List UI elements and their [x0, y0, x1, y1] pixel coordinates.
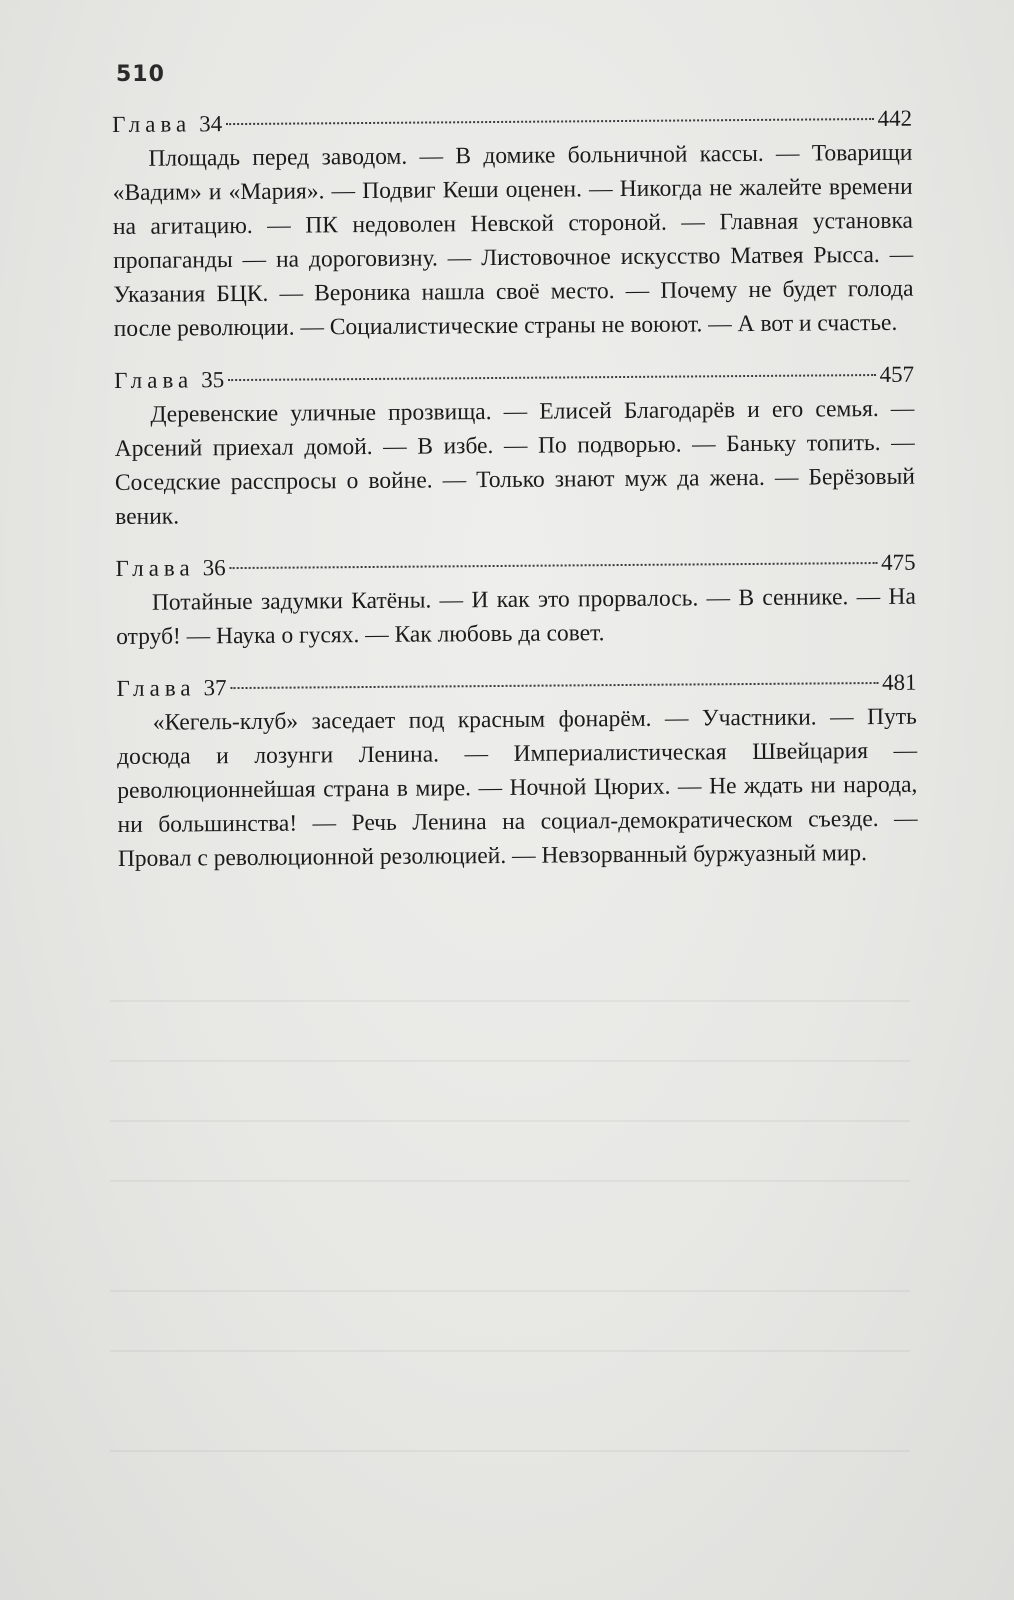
toc-entry-chapter-34	[112, 102, 914, 346]
toc-entry-chapter-36	[115, 546, 916, 654]
dot-leader	[231, 682, 878, 689]
chapter-number: 37	[203, 675, 227, 701]
chapter-summary: Площадь перед заводом. — В домике больничной кассы. — Товарищи «Вадим» и «Мария». — Подвиг Кеши оценен. — Никогда не жалейте времени на агитацию. — ПК недоволен Невской стороной. — Главная установка пропаганды — на дороговизну. — Листовочное искусство Матвея Рысса. — Указания БЦК. — Вероника нашла своё место. — Почему не будет голода после революции. — Социалистические страны не воюют. — А вот и счастье.	[112, 139, 914, 342]
chapter-page-ref: 457	[879, 361, 915, 387]
show-through-line	[110, 1120, 910, 1122]
dot-leader	[226, 118, 873, 125]
chapter-number: 35	[201, 367, 225, 393]
chapter-summary: «Кегель-клуб» заседает под красным фонарём. — Участники. — Путь досюда и лозунги Ленина. — Империалистическая Швейцария — революционнейшая страна в мире. — Ночной Цюрих. — Не ждать ни народа, ни большинства! — Речь Ленина на социал-демократическом съезде. — Провал с революционной резолюцией. — Невзорванный буржуазный мир.	[116, 703, 918, 872]
chapter-summary: Потайные задумки Катёны. — И как это прорвалось. — В сеннике. — На отруб! — Наука о гусях. — Как любовь да совет.	[116, 583, 916, 650]
chapter-label: Глава	[114, 367, 194, 393]
chapter-page-ref: 475	[880, 549, 916, 575]
show-through-line	[110, 1000, 910, 1002]
dot-leader	[230, 562, 877, 569]
chapter-label: Глава	[112, 111, 192, 137]
show-through-line	[110, 1450, 910, 1452]
show-through-line	[110, 1290, 910, 1292]
table-of-contents	[112, 102, 918, 894]
chapter-number: 36	[202, 555, 226, 581]
show-through-line	[110, 1350, 910, 1352]
chapter-label: Глава	[116, 675, 196, 701]
chapter-label: Глава	[115, 555, 195, 581]
dot-leader	[228, 374, 875, 381]
chapter-page-ref: 481	[881, 669, 917, 695]
toc-entry-chapter-37	[116, 666, 918, 876]
chapter-page-ref: 442	[877, 105, 913, 131]
chapter-summary: Деревенские уличные прозвища. — Елисей Благодарёв и его семья. — Арсений приехал домой. — В избе. — По подворью. — Баньку топить. — Соседские расспросы о войне. — Только знают муж да жена. — Берёзовый веник.	[114, 395, 916, 530]
show-through-line	[110, 1060, 910, 1062]
page-number: 510	[116, 62, 165, 87]
toc-entry-chapter-35	[114, 358, 915, 534]
chapter-number: 34	[199, 111, 223, 137]
show-through-line	[110, 1180, 910, 1182]
